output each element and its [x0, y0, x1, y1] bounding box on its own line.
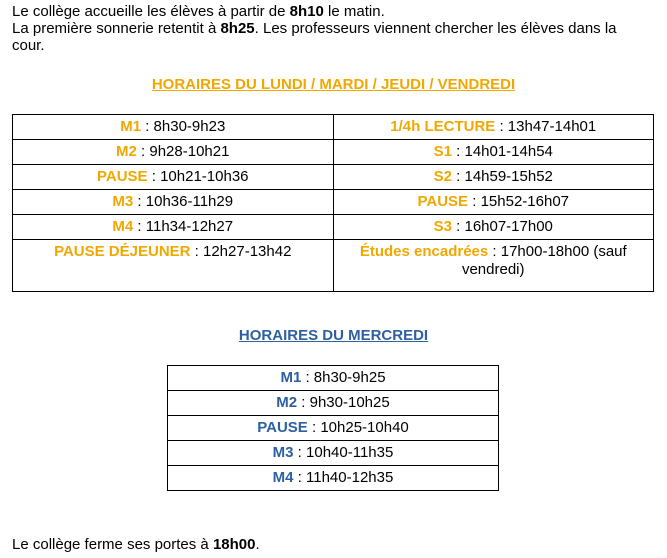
table-cell: PAUSE DÉJEUNER : 12h27-13h42	[13, 240, 334, 292]
table-cell: M4 : 11h40-12h35	[168, 466, 499, 491]
first-bell-time: 8h25	[220, 20, 255, 37]
table-cell: M3 : 10h36-11h29	[13, 190, 334, 215]
main-schedule-title: HORAIRES DU LUNDI / MARDI / JEUDI / VENDREDI	[151, 76, 516, 93]
table-cell: M2 : 9h30-10h25	[168, 391, 499, 416]
table-cell: PAUSE : 15h52-16h07	[333, 190, 654, 215]
table-cell: M3 : 10h40-11h35	[168, 441, 499, 466]
table-cell: S3 : 16h07-17h00	[333, 215, 654, 240]
table-cell: M2 : 9h28-10h21	[13, 140, 334, 165]
table-row	[168, 441, 499, 466]
table-cell: S2 : 14h59-15h52	[333, 165, 654, 190]
wednesday-schedule-table	[167, 365, 499, 491]
table-row	[13, 190, 654, 215]
table-row	[13, 240, 654, 292]
intro-text	[12, 3, 652, 54]
table-cell: M1 : 8h30-9h23	[13, 115, 334, 140]
table-cell: 1/4h LECTURE : 13h47-14h01	[333, 115, 654, 140]
table-row	[13, 115, 654, 140]
wednesday-schedule-title: HORAIRES DU MERCREDI	[238, 327, 429, 344]
main-schedule-table	[12, 114, 654, 292]
table-row	[168, 416, 499, 441]
closing-time: 18h00	[212, 536, 256, 553]
table-cell: M4 : 11h34-12h27	[13, 215, 334, 240]
table-row	[168, 466, 499, 491]
intro-line-2: La première sonnerie retentit à 8h25. Les professeurs viennent chercher les élèves dans la cour.	[12, 20, 617, 54]
table-row	[168, 366, 499, 391]
intro-line-1: Le collège accueille les élèves à partir de 8h10 le matin.	[12, 3, 385, 20]
table-row	[13, 140, 654, 165]
table-cell: PAUSE : 10h21-10h36	[13, 165, 334, 190]
table-row	[13, 165, 654, 190]
table-row	[168, 391, 499, 416]
table-row	[13, 215, 654, 240]
table-cell: Études encadrées : 17h00-18h00 (sauf vendredi)	[333, 240, 654, 292]
table-cell: M1 : 8h30-9h25	[168, 366, 499, 391]
closing-text: Le collège ferme ses portes à 18h00.	[12, 536, 260, 553]
table-cell: PAUSE : 10h25-10h40	[168, 416, 499, 441]
table-cell: S1 : 14h01-14h54	[333, 140, 654, 165]
arrival-time: 8h10	[289, 3, 324, 20]
